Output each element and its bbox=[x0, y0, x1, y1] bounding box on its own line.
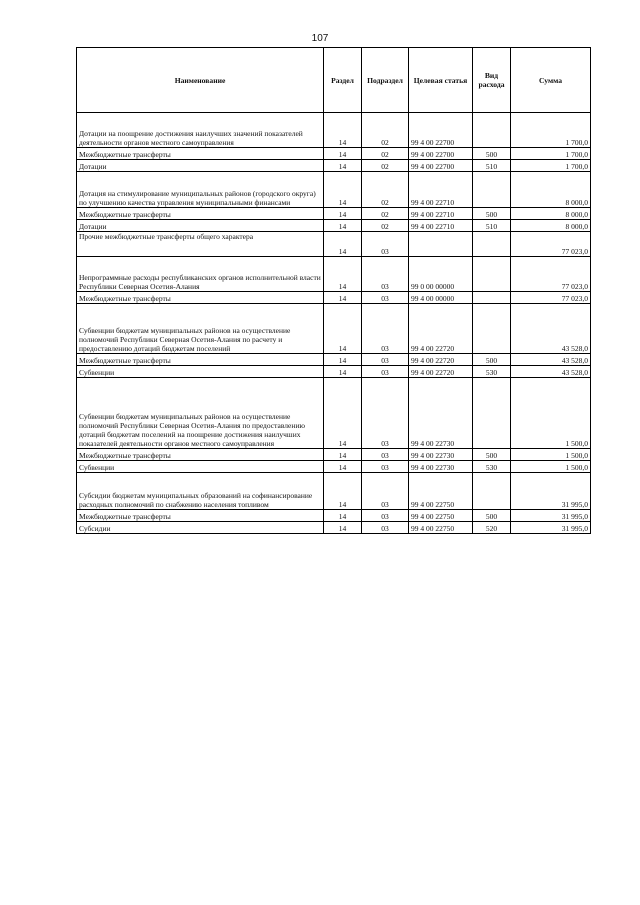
row-expense-type: 500 bbox=[473, 510, 511, 522]
row-section: 14 bbox=[324, 510, 362, 522]
row-name: Межбюджетные трансферты bbox=[77, 449, 324, 461]
header-name: Наименование bbox=[77, 48, 324, 113]
header-expense-type: Вид расхода bbox=[473, 48, 511, 113]
row-section: 14 bbox=[324, 378, 362, 449]
row-name: Межбюджетные трансферты bbox=[77, 148, 324, 160]
row-sum: 8 000,0 bbox=[511, 208, 591, 220]
row-subsection: 03 bbox=[362, 354, 409, 366]
row-name: Субсидии bbox=[77, 522, 324, 534]
row-section: 14 bbox=[324, 208, 362, 220]
row-name: Дотации на поощрение достижения наилучших значений показателей деятельности органов местного самоуправления bbox=[77, 113, 324, 148]
row-name: Прочие межбюджетные трансферты общего характера bbox=[77, 232, 324, 257]
row-expense-type: 530 bbox=[473, 366, 511, 378]
table-row bbox=[77, 113, 591, 148]
row-sum: 43 528,0 bbox=[511, 304, 591, 354]
row-name: Межбюджетные трансферты bbox=[77, 292, 324, 304]
row-sum: 1 700,0 bbox=[511, 160, 591, 172]
table-row bbox=[77, 510, 591, 522]
row-name: Межбюджетные трансферты bbox=[77, 510, 324, 522]
row-section: 14 bbox=[324, 473, 362, 510]
row-target: 99 4 00 22700 bbox=[409, 148, 473, 160]
row-target: 99 4 00 22730 bbox=[409, 449, 473, 461]
row-section: 14 bbox=[324, 148, 362, 160]
row-expense-type: 510 bbox=[473, 220, 511, 232]
row-expense-type: 530 bbox=[473, 461, 511, 473]
row-target: 99 4 00 22700 bbox=[409, 160, 473, 172]
row-subsection: 02 bbox=[362, 172, 409, 208]
row-section: 14 bbox=[324, 232, 362, 257]
row-subsection: 02 bbox=[362, 148, 409, 160]
row-section: 14 bbox=[324, 292, 362, 304]
row-sum: 43 528,0 bbox=[511, 354, 591, 366]
header-section: Раздел bbox=[324, 48, 362, 113]
row-sum: 43 528,0 bbox=[511, 366, 591, 378]
row-subsection: 02 bbox=[362, 208, 409, 220]
row-sum: 77 023,0 bbox=[511, 292, 591, 304]
table-row bbox=[77, 208, 591, 220]
table-header-row bbox=[77, 48, 591, 113]
row-target bbox=[409, 232, 473, 257]
row-expense-type bbox=[473, 113, 511, 148]
table-row bbox=[77, 232, 591, 257]
table-row bbox=[77, 257, 591, 292]
table-row bbox=[77, 449, 591, 461]
row-sum: 77 023,0 bbox=[511, 232, 591, 257]
row-expense-type bbox=[473, 257, 511, 292]
row-section: 14 bbox=[324, 172, 362, 208]
row-expense-type: 500 bbox=[473, 449, 511, 461]
row-name: Межбюджетные трансферты bbox=[77, 208, 324, 220]
row-subsection: 03 bbox=[362, 366, 409, 378]
row-expense-type bbox=[473, 473, 511, 510]
row-expense-type: 500 bbox=[473, 354, 511, 366]
row-subsection: 03 bbox=[362, 304, 409, 354]
row-sum: 1 500,0 bbox=[511, 461, 591, 473]
row-subsection: 03 bbox=[362, 473, 409, 510]
row-expense-type bbox=[473, 304, 511, 354]
header-target: Целевая статья bbox=[409, 48, 473, 113]
row-sum: 1 700,0 bbox=[511, 113, 591, 148]
row-sum: 8 000,0 bbox=[511, 172, 591, 208]
row-section: 14 bbox=[324, 522, 362, 534]
row-target: 99 4 00 00000 bbox=[409, 292, 473, 304]
table-row bbox=[77, 172, 591, 208]
row-name: Межбюджетные трансферты bbox=[77, 354, 324, 366]
row-section: 14 bbox=[324, 257, 362, 292]
row-subsection: 03 bbox=[362, 461, 409, 473]
row-subsection: 02 bbox=[362, 113, 409, 148]
row-section: 14 bbox=[324, 354, 362, 366]
row-subsection: 03 bbox=[362, 510, 409, 522]
row-expense-type: 510 bbox=[473, 160, 511, 172]
row-expense-type bbox=[473, 292, 511, 304]
row-sum: 1 500,0 bbox=[511, 378, 591, 449]
table-row bbox=[77, 304, 591, 354]
row-sum: 31 995,0 bbox=[511, 473, 591, 510]
table-row bbox=[77, 473, 591, 510]
row-sum: 1 700,0 bbox=[511, 148, 591, 160]
row-subsection: 03 bbox=[362, 232, 409, 257]
row-section: 14 bbox=[324, 366, 362, 378]
row-name: Дотации bbox=[77, 160, 324, 172]
row-name: Субсидии бюджетам муниципальных образований на софинансирование расходных полномочий по снабжению населения топливом bbox=[77, 473, 324, 510]
header-subsection: Подраздел bbox=[362, 48, 409, 113]
row-target: 99 4 00 22750 bbox=[409, 510, 473, 522]
row-expense-type bbox=[473, 172, 511, 208]
row-subsection: 03 bbox=[362, 257, 409, 292]
table-row bbox=[77, 148, 591, 160]
table-row bbox=[77, 292, 591, 304]
row-section: 14 bbox=[324, 220, 362, 232]
row-section: 14 bbox=[324, 461, 362, 473]
row-subsection: 03 bbox=[362, 378, 409, 449]
row-subsection: 03 bbox=[362, 522, 409, 534]
table-row bbox=[77, 378, 591, 449]
header-sum: Сумма bbox=[511, 48, 591, 113]
row-target: 99 0 00 00000 bbox=[409, 257, 473, 292]
table-row bbox=[77, 522, 591, 534]
row-section: 14 bbox=[324, 113, 362, 148]
row-name: Дотации bbox=[77, 220, 324, 232]
row-name: Дотация на стимулирование муниципальных районов (городского округа) по улучшению качества управления муниципальными финансами bbox=[77, 172, 324, 208]
row-name: Непрограммные расходы республиканских органов исполнительной власти Республики Северная Осетия-Алания bbox=[77, 257, 324, 292]
budget-table bbox=[76, 47, 591, 534]
row-section: 14 bbox=[324, 449, 362, 461]
row-target: 99 4 00 22710 bbox=[409, 172, 473, 208]
row-name: Субвенции бюджетам муниципальных районов на осуществление полномочий Республики Северная Осетия-Алания по расчету и предоставлению дотаций бюджетам поселений bbox=[77, 304, 324, 354]
row-name: Субвенции bbox=[77, 461, 324, 473]
row-target: 99 4 00 22730 bbox=[409, 461, 473, 473]
row-name: Субвенции бюджетам муниципальных районов на осуществление полномочий Республики Северная Осетия-Алания по предоставлению дотаций бюджетам поселений на поощрение достижения наилучших показателей деятельности органов местного самоуправления bbox=[77, 378, 324, 449]
table-row bbox=[77, 354, 591, 366]
row-target: 99 4 00 22720 bbox=[409, 366, 473, 378]
row-expense-type: 500 bbox=[473, 208, 511, 220]
row-sum: 31 995,0 bbox=[511, 522, 591, 534]
row-target: 99 4 00 22720 bbox=[409, 304, 473, 354]
row-target: 99 4 00 22750 bbox=[409, 473, 473, 510]
row-subsection: 03 bbox=[362, 449, 409, 461]
page-number: 107 bbox=[311, 33, 329, 44]
row-sum: 1 500,0 bbox=[511, 449, 591, 461]
table-row bbox=[77, 220, 591, 232]
row-target: 99 4 00 22720 bbox=[409, 354, 473, 366]
row-section: 14 bbox=[324, 304, 362, 354]
row-target: 99 4 00 22750 bbox=[409, 522, 473, 534]
row-expense-type bbox=[473, 378, 511, 449]
row-sum: 77 023,0 bbox=[511, 257, 591, 292]
row-name: Субвенции bbox=[77, 366, 324, 378]
row-section: 14 bbox=[324, 160, 362, 172]
table-row bbox=[77, 366, 591, 378]
table-row bbox=[77, 160, 591, 172]
row-target: 99 4 00 22710 bbox=[409, 208, 473, 220]
table-row bbox=[77, 461, 591, 473]
row-expense-type bbox=[473, 232, 511, 257]
row-sum: 8 000,0 bbox=[511, 220, 591, 232]
row-expense-type: 520 bbox=[473, 522, 511, 534]
row-subsection: 03 bbox=[362, 292, 409, 304]
row-sum: 31 995,0 bbox=[511, 510, 591, 522]
row-subsection: 02 bbox=[362, 160, 409, 172]
row-target: 99 4 00 22710 bbox=[409, 220, 473, 232]
row-target: 99 4 00 22730 bbox=[409, 378, 473, 449]
row-expense-type: 500 bbox=[473, 148, 511, 160]
row-subsection: 02 bbox=[362, 220, 409, 232]
row-target: 99 4 00 22700 bbox=[409, 113, 473, 148]
